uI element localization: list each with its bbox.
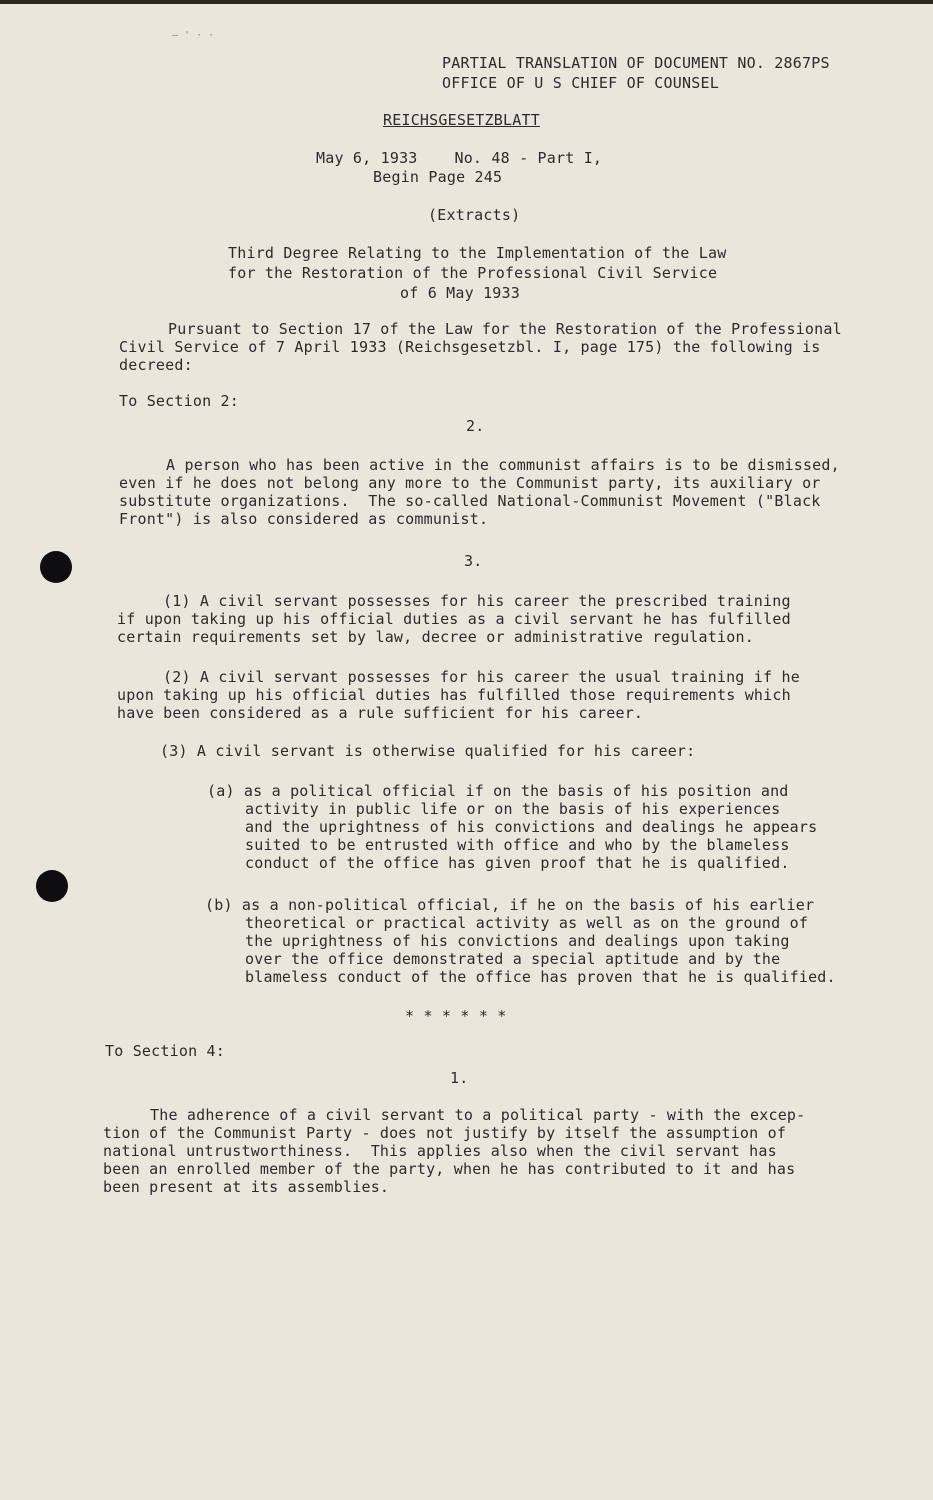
decree-title-line: for the Restoration of the Professional Civil Service	[228, 264, 718, 282]
office-header: OFFICE OF U S CHIEF OF COUNSEL	[442, 74, 719, 92]
document-page	[0, 4, 933, 1500]
separator-asterisks: * * * * * *	[405, 1007, 507, 1025]
decree-title-line: of 6 May 1933	[400, 284, 520, 302]
item-b-line: the uprightness of his convictions and dealings upon taking	[245, 932, 790, 950]
clause-1-line: (1) A civil servant possesses for his career the prescribed training	[163, 592, 791, 610]
section-4-number: 1.	[450, 1069, 469, 1087]
clause-2-line: upon taking up his official duties has fulfilled those requirements which	[117, 686, 791, 704]
section-2-para-line: even if he does not belong any more to the Communist party, its auxiliary or	[119, 474, 821, 492]
gazette-title: REICHSGESETZBLATT	[383, 111, 540, 129]
section-2-para-line: Front") is also considered as communist.	[119, 510, 489, 528]
clause-1-line: if upon taking up his official duties as a civil servant he has fulfilled	[117, 610, 791, 628]
clause-2-line: have been considered as a rule sufficient for his career.	[117, 704, 644, 722]
section-2-para-line: substitute organizations. The so-called National-Communist Movement ("Black	[119, 492, 821, 510]
item-b-line: over the office demonstrated a special aptitude and by the	[245, 950, 781, 968]
section-2-number: 2.	[466, 417, 485, 435]
section-2-heading: To Section 2:	[119, 392, 239, 410]
section-4-para-line: national untrustworthiness. This applies also when the civil servant has	[103, 1142, 777, 1160]
item-a-line: (a) as a political official if on the basis of his position and	[207, 782, 789, 800]
clause-1-line: certain requirements set by law, decree or administrative regulation.	[117, 628, 754, 646]
clause-2-line: (2) A civil servant possesses for his career the usual training if he	[163, 668, 800, 686]
section-4-heading: To Section 4:	[105, 1042, 225, 1060]
item-a-line: conduct of the office has given proof that he is qualified.	[245, 854, 790, 872]
section-4-para-line: been an enrolled member of the party, when he has contributed to it and has	[103, 1160, 796, 1178]
preamble-line: Civil Service of 7 April 1933 (Reichsgesetzbl. I, page 175) the following is	[119, 338, 821, 356]
section-4-para-line: been present at its assemblies.	[103, 1178, 390, 1196]
punch-hole-top	[40, 551, 72, 583]
section-3-number: 3.	[464, 552, 483, 570]
stray-marks: – ' · ·	[172, 30, 215, 41]
section-4-para-line: The adherence of a civil servant to a political party - with the excep-	[150, 1106, 806, 1124]
section-2-para-line: A person who has been active in the communist affairs is to be dismissed,	[166, 456, 840, 474]
section-4-para-line: tion of the Communist Party - does not justify by itself the assumption of	[103, 1124, 787, 1142]
item-b-line: (b) as a non-political official, if he on the basis of his earlier	[205, 896, 815, 914]
item-b-line: theoretical or practical activity as well as on the ground of	[245, 914, 809, 932]
punch-hole-bottom	[36, 870, 68, 902]
item-a-line: and the uprightness of his convictions and dealings he appears	[245, 818, 818, 836]
clause-3-line: (3) A civil servant is otherwise qualified for his career:	[160, 742, 696, 760]
extracts-label: (Extracts)	[428, 206, 521, 224]
gazette-page: Begin Page 245	[373, 168, 503, 186]
preamble-line: decreed:	[119, 356, 193, 374]
preamble-line: Pursuant to Section 17 of the Law for the Restoration of the Professional	[168, 320, 842, 338]
decree-title-line: Third Degree Relating to the Implementation of the Law	[228, 244, 727, 262]
gazette-issue: May 6, 1933 No. 48 - Part I,	[316, 149, 603, 167]
translation-header: PARTIAL TRANSLATION OF DOCUMENT NO. 2867PS	[442, 54, 830, 72]
item-a-line: suited to be entrusted with office and who by the blameless	[245, 836, 790, 854]
item-b-line: blameless conduct of the office has proven that he is qualified.	[245, 968, 836, 986]
item-a-line: activity in public life or on the basis of his experiences	[245, 800, 781, 818]
